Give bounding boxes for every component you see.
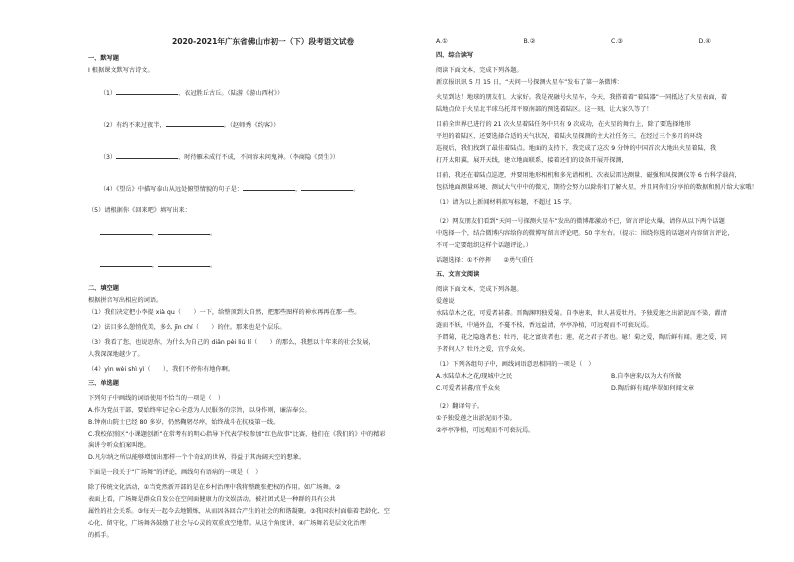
passage-line: 的抓手。 <box>88 532 113 540</box>
topic-choice: 话题选择：①不停挥 ②勇气重任 <box>436 256 534 264</box>
answer-blank[interactable] <box>158 228 210 235</box>
choice-option-a[interactable]: A.作为党员干部，要始终牢记全心全意为人民服务的宗旨，以身作则，廉洁奉公。 <box>88 406 311 414</box>
answer-blank[interactable] <box>166 120 224 127</box>
news-paragraph: 巡视后，我们找到了最佳着陆点。地面的支持下，我完成了这次 9 分钟的中国首次大地出火星着陆，我 <box>436 144 717 152</box>
reading-q1: （1）请为以上新闻材料拟写标题，不超过 15 字。 <box>436 198 576 206</box>
dictation-q5-blanks: ， 。 <box>88 251 438 280</box>
fill-intro: 根据拼音写出相应的词语。 <box>88 296 163 304</box>
q4-text: （4）《望岳》中描写泰山从远处俯望情貌的句子是： <box>99 185 243 193</box>
dictation-q3 <box>88 143 438 172</box>
fill-q3-cont: 人我深深地越少了。 <box>88 350 144 358</box>
q1-text: ，衣冠胜丘古丘。（陆游《游山西村》） <box>178 89 284 97</box>
classical-text: 予谓菊，花之隐逸者也；牡丹，花之富贵者也；莲，花之君子者也。噫！菊之爱，陶后鲜有闻。莲之爱，同 <box>436 333 727 341</box>
classical-option-b[interactable]: B.自李唐来/以为大有所做 <box>611 372 682 380</box>
answer-blank[interactable] <box>116 88 178 95</box>
news-paragraph: 平坦的着陆区，还要选择合适的天气状况，着陆火星探测的主大社任务三，在经过三个多月的环绕 <box>436 132 703 140</box>
choice-option-d[interactable]: D.凡尔纳之所以能够增加出那样一个个奇幻的世界，得益于其海阔天空的想象。 <box>88 454 306 462</box>
classical-text: 涟而不妖，中通外直，不蔓不枝，香远益清，亭亭净植，可远观而不可亵玩焉。 <box>436 321 653 329</box>
dictation-q2 <box>88 111 438 140</box>
passage-line: 属性的社会关系。③每天一起今去地锻炼，从而因各回合产生的社会的和谐凝聚。③我国农村面临着老龄化、空 <box>88 508 390 516</box>
fill-q4: （4）yìn wèi shì yì（ ），我们不停你有地你啊。 <box>88 365 235 373</box>
dictation-intro: I 根据课文默写古诗文。 <box>88 66 154 74</box>
section-title-classical: 五、文言文阅读 <box>436 270 480 278</box>
dictation-q4: （4）《望岳》中描写泰山从远处俯望情貌的句子是： ， 。 <box>99 185 360 193</box>
answer-blank[interactable] <box>116 152 178 159</box>
classical-q2-item: ②亭亭净植，可远观而不可亵玩焉。 <box>436 426 535 434</box>
fill-q2: （2）法目多么憩悄优美，多么 jīn chí（ ）的住。那来也是个层乐。 <box>88 323 286 331</box>
news-paragraph: 火星到达！地球的朋友们，大家好。我是祝融号火星车，今天，我搭着着“着陆器”一同抵达了火星表面，着 <box>436 93 728 101</box>
classical-text: 水陆草木之花，可爱者甚蕃。晋陶渊明独爱菊。自李唐来，世人甚爱牡丹。予独爱莲之出淤泥而不染，濯清 <box>436 309 727 317</box>
answer-blank[interactable] <box>158 260 210 267</box>
answer-blank[interactable] <box>100 228 152 235</box>
fill-q3: （3）我看了您，也说思你，为什么为自己的 diān pèi liú lí（ ）的那么，我想以十年来的社会发展， <box>88 338 375 346</box>
answer-blank[interactable] <box>100 260 152 267</box>
q3-text: ，时待雁未成行不成，不问容未问鬼神。（李商隐《贾生》） <box>178 153 339 161</box>
news-paragraph: 目前，我还在着陆点巡逻，并要用地形相机和多光谱相机、次表层雷达测量、磁强和风探测仪等 6 台科学载荷， <box>436 171 741 179</box>
classical-q1-options <box>436 373 786 397</box>
section-title-fill: 二、填空题 <box>88 284 119 292</box>
news-paragraph: 打开太阳翼，展开天线，建立地面联系，接着还们的设备开展开探测， <box>436 156 628 164</box>
section-title-choice: 三、单选题 <box>88 379 119 387</box>
classical-intro: 阅读下面文本，完成下列各题。 <box>436 285 523 293</box>
option-d[interactable]: D.④ <box>698 38 711 45</box>
classical-text: 予者何人？牡丹之爱，宜乎众矣。 <box>436 345 529 353</box>
dictation-q5-blanks: ， 。 <box>88 219 438 248</box>
dictation-q5: （5）请根据你《回来吧》填写出来： <box>88 206 191 214</box>
news-paragraph: 目前全世界已进行的 21 次火星着陆任务中只有 9 次成功，在火星的舞台上，除了要选择地形 <box>436 120 691 128</box>
classical-q1: （1）下列各组句子中，画线词语意思相同的一项是（ ） <box>436 360 595 368</box>
q1-number: （1） <box>99 89 117 97</box>
fill-q1: （1）我们决定把小李提 xià qu（ ）一下，给整顶到大自然，把那些图样的神水再再在那一些。 <box>88 308 361 316</box>
reading-q2: （2）网友朋友们看到“天问一号探测火星车”发出的微博都激动不已，留言评论火爆，请你从以下两个话题 <box>436 217 725 225</box>
q3-number: （3） <box>99 153 117 161</box>
q2-source: 。（赵师秀《约客》） <box>223 121 280 129</box>
classical-q2-item: ①予独爱莲之出淤泥而不染。 <box>436 414 516 422</box>
news-paragraph: 包括地面测量环境、测试大气中中的微元，期待会努力以除你们了解火星，并且同你们分享拍的数据和照片给大家哦！ <box>436 183 758 191</box>
option-c[interactable]: C.③ <box>611 38 623 45</box>
reading-intro: 阅读下面文本，完成下列各题。 <box>436 66 523 74</box>
passage-line: 心化、留守化，广场舞各鼓励了社会与心灵的双重真空地带。从这个角度讲，④广场舞若是层文化治理 <box>88 520 366 528</box>
choice-option-c-cont: 演讲令听众拍案叫绝。 <box>88 442 150 450</box>
news-paragraph: 陆地点位于火星北半球乌托邦平原南部的预选着陆区。这一刻，让大家久等了！ <box>436 105 653 113</box>
passage-line: 表面上看，广场舞是群众自发公在空间面健康力的文娱活动，被社团式是一种群的具有公共 <box>88 496 336 504</box>
section-title-dictation: 一、默写题 <box>88 55 119 62</box>
classical-option-a[interactable]: A.水陆草木之花/现城中之民 <box>436 372 513 380</box>
left-column <box>88 36 438 544</box>
exam-title: 2020-2021年广东省佛山市初一（下）段考语文试卷 <box>171 37 355 46</box>
answer-options-row <box>436 38 786 47</box>
answer-blank[interactable] <box>243 184 295 191</box>
choice-q1-stem: 下列句子中画线的词语使用不恰当的一项是（ ） <box>88 394 225 402</box>
q2-text: （2）有约不来过夜半， <box>99 121 166 129</box>
section-title-reading-writing: 四、综合读写 <box>436 51 474 59</box>
classical-option-c[interactable]: C.可爱者甚蕃/宜乎众矣 <box>436 384 501 392</box>
answer-blank[interactable] <box>301 184 353 191</box>
right-column <box>436 38 786 439</box>
classical-q2: （2）翻译句子。 <box>436 402 484 410</box>
reading-q2-cont: 中选择一个，结合微博内容给你的微博写留言评论吧。50 字左右。（提示：围绕你选的话题对内容留言评论， <box>436 229 734 237</box>
news-lead: 新京报讯讯 5 月 15 日，“天问一号探测火星车”发布了第一条微博： <box>436 78 623 86</box>
choice-option-b[interactable]: B.钟南山院士已经 80 多岁，仍然鞠躬尽瘁，始终战斗在抗疫第一线。 <box>88 418 280 426</box>
passage-line: 除了传统文化活动，①当党然新开部的是在乡村治理中我将整跳张把权的作用。如广场舞。② <box>88 484 341 492</box>
choice-q2-stem: 下面是一段关于“广场舞”的评论，画线句有语病的一项是（ ） <box>88 469 262 477</box>
reading-q2-cont: 不可一定要组织这样个话题评论。） <box>436 241 532 249</box>
dictation-q1 <box>88 79 438 108</box>
choice-option-c[interactable]: C.我校依照区“小课题创新”在常考有的明心指导下代表学校参加“红色故事”比赛，他们在《我们的》中的精彩 <box>88 430 386 438</box>
classical-heading: 爱莲说 <box>436 297 455 305</box>
classical-option-d[interactable]: D.陶后鲜有闻/华翠如何闻文章 <box>611 384 695 392</box>
option-b[interactable]: B.② <box>523 38 536 45</box>
option-a[interactable]: A.① <box>436 38 448 45</box>
